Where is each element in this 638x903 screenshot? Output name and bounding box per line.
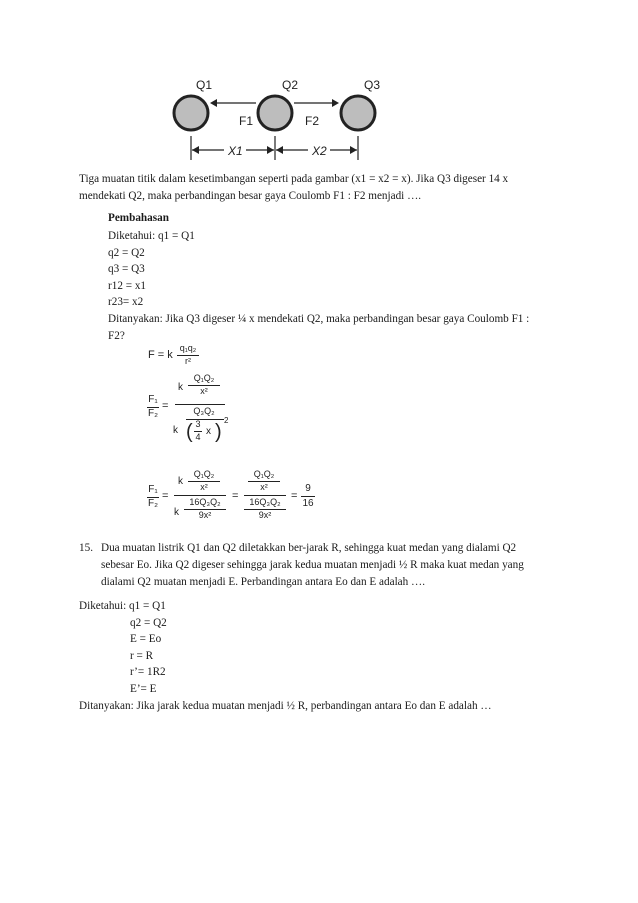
eq3b-q1q2: Q₁Q₂ xyxy=(253,469,275,479)
problem14-line1: Tiga muatan titik dalam kesetimbangan seperti pada gambar (x1 = x2 = x). Jika Q3 digeser 14 x xyxy=(79,173,509,185)
formula-q1q2-small: q₁q₂ xyxy=(179,343,197,353)
eq2-q1q2: Q₁Q₂ xyxy=(193,373,215,383)
solution14-q2: q2 = Q2 xyxy=(108,247,145,259)
eq2-k-top: k xyxy=(178,382,183,393)
result-numerator: 9 xyxy=(305,483,311,494)
arrow-f2 xyxy=(332,99,339,107)
problem15-line2: sebesar Eo. Jika Q2 digeser sehingga jarak kedua muatan menjadi ½ R maka kuat medan yang xyxy=(101,559,524,571)
eq2-k-bottom: k xyxy=(173,425,178,436)
eq2-f1: F₁ xyxy=(148,394,158,405)
solution15-known: Diketahui: q1 = Q1 xyxy=(79,600,166,612)
eq2-x: x xyxy=(206,426,211,437)
eq2-paren-left: ( xyxy=(186,421,193,443)
eq2-equals: = xyxy=(162,400,169,412)
eq3-16q3q2: 16Q₃Q₂ xyxy=(189,497,221,507)
formula-f-eq: F = k xyxy=(148,349,173,361)
solution14-asked2: F2? xyxy=(108,330,125,342)
solution14-heading: Pembahasan xyxy=(108,212,169,224)
eq3-equals2: = xyxy=(232,490,239,502)
eq3-q1q2: Q₁Q₂ xyxy=(193,469,215,479)
charge-diagram xyxy=(160,68,400,168)
solution15-r-new: r’= 1R2 xyxy=(130,666,166,678)
eq3-equals1: = xyxy=(162,490,169,502)
eq2-paren-right: ) xyxy=(215,421,222,443)
eq3b-x2: x² xyxy=(260,482,268,492)
solution15-r: r = R xyxy=(130,650,154,662)
label-q1: Q1 xyxy=(196,78,213,92)
label-x2: X2 xyxy=(312,144,327,158)
problem14-line2: mendekati Q2, maka perbandingan besar gaya Coulomb F1 : F2 menjadi …. xyxy=(79,190,422,202)
label-q3: Q3 xyxy=(364,78,381,92)
eq2-exp: 2 xyxy=(224,416,229,425)
solution14-r23: r23= x2 xyxy=(108,296,144,308)
label-f1: F1 xyxy=(239,114,254,128)
eq3-9x2: 9x² xyxy=(198,510,212,520)
solution14-asked1: Ditanyakan: Jika Q3 digeser ¼ x mendekati Q2, maka perbandingan besar gaya Coulomb F1 : xyxy=(108,313,530,325)
formula-r2: r² xyxy=(185,356,191,366)
arrow-f1 xyxy=(210,99,217,107)
eq3b-16q3q2: 16Q₃Q₂ xyxy=(249,497,281,507)
solution15-asked: Ditanyakan: Jika jarak kedua muatan menjadi ½ R, perbandingan antara Eo dan E adalah … xyxy=(79,700,492,712)
problem15-line3: dialami Q2 muatan menjadi E. Perbandingan antara Eo dan E adalah …. xyxy=(101,576,426,588)
solution14-known: Diketahui: q1 = Q1 xyxy=(108,230,195,242)
eq3-k-bottom: k xyxy=(174,507,179,518)
eq2-four: 4 xyxy=(195,432,201,442)
eq2-x2: x² xyxy=(200,386,208,396)
charge-q3-circle xyxy=(341,96,375,130)
label-f2: F2 xyxy=(305,114,320,128)
solution15-e: E = Eo xyxy=(130,633,162,645)
solution15-e-new: E’= E xyxy=(130,683,157,695)
solution14-q3: q3 = Q3 xyxy=(108,263,145,275)
solution15-q2: q2 = Q2 xyxy=(130,617,167,629)
problem15-line1: Dua muatan listrik Q1 dan Q2 diletakkan ber-jarak R, sehingga kuat medan yang dialami Q2 xyxy=(101,542,517,554)
charge-q1-circle xyxy=(174,96,208,130)
eq3-f2: F₂ xyxy=(148,498,158,509)
eq3-equals3: = xyxy=(291,490,298,502)
eq3-x2-top: x² xyxy=(200,482,208,492)
label-q2: Q2 xyxy=(282,78,299,92)
eq3b-9x2: 9x² xyxy=(258,510,272,520)
eq2-f2: F₂ xyxy=(148,408,158,419)
problem15-number: 15. xyxy=(79,542,93,554)
eq2-q3q2: Q₃Q₂ xyxy=(193,406,215,416)
label-x1: X1 xyxy=(228,144,243,158)
result-denominator: 16 xyxy=(302,498,314,509)
eq3-k-top: k xyxy=(178,476,183,487)
solution14-r12: r12 = x1 xyxy=(108,280,147,292)
charge-q2-circle xyxy=(258,96,292,130)
eq2-three: 3 xyxy=(195,419,201,429)
eq3-f1: F₁ xyxy=(148,484,158,495)
